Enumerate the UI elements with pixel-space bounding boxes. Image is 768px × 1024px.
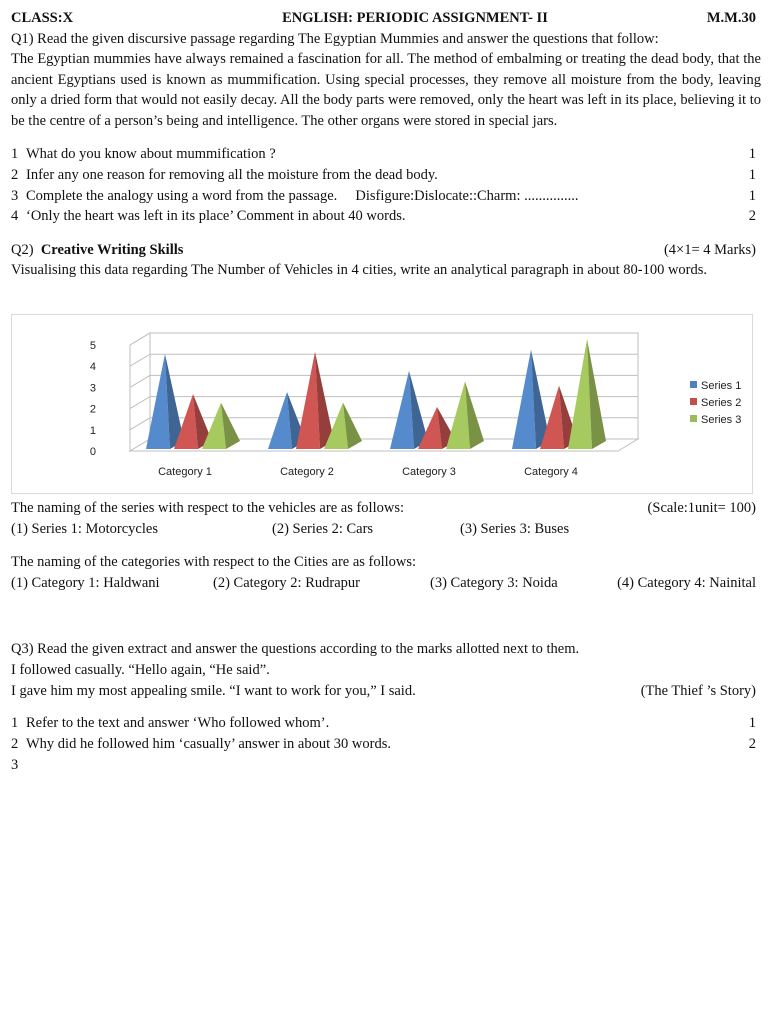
- question-marks: 1: [748, 188, 756, 204]
- series-name-3: (3) Series 3: Buses: [460, 521, 570, 537]
- scale-note: (Scale:1unit= 100): [647, 500, 756, 516]
- q2-label: Q2): [11, 242, 34, 258]
- question-number: 1: [11, 715, 19, 731]
- question-number: 2: [11, 736, 19, 752]
- series-intro: The naming of the series with respect to the vehicles are as follows:: [11, 500, 404, 516]
- question-number: 1: [11, 146, 19, 162]
- category-label: Category 2: [280, 466, 334, 478]
- y-tick-label: 5: [89, 340, 96, 352]
- category-label: Category 4: [524, 466, 578, 478]
- q3-question-3: [11, 756, 756, 774]
- legend-swatch: [690, 415, 697, 422]
- subject-title: ENGLISH: PERIODIC ASSIGNMENT- II: [282, 10, 548, 26]
- question-marks: 1: [748, 167, 756, 183]
- question-text: Why did he followed him ‘casually’ answer in about 30 words.: [26, 736, 391, 752]
- legend-label: Series 3: [701, 414, 742, 426]
- question-text: Refer to the text and answer ‘Who followed whom’.: [26, 715, 330, 731]
- question-number: 3: [11, 757, 19, 773]
- question-text: What do you know about mummification ?: [26, 146, 276, 162]
- series-name-1: (1) Series 1: Motorcycles: [11, 521, 158, 537]
- series-intro-row: [11, 499, 756, 517]
- question-marks: 2: [748, 736, 756, 752]
- category-name-1: (1) Category 1: Haldwani: [11, 575, 160, 591]
- question-text: Complete the analogy using a word from the passage. Disfigure:Dislocate::Charm: ...............: [26, 188, 579, 204]
- q2-heading: [11, 241, 756, 259]
- category-intro: The naming of the categories with respect to the Cities are as follows:: [11, 554, 417, 570]
- legend-swatch: [690, 398, 697, 405]
- q1-question-2: [11, 166, 756, 184]
- series-name-2: (2) Series 2: Cars: [272, 521, 374, 537]
- q3-question-2: [11, 735, 756, 753]
- question-number: 3: [11, 188, 19, 204]
- q1-question-1: [11, 145, 756, 163]
- pyramid-chart-svg: [12, 315, 752, 493]
- y-tick-label: 2: [89, 403, 96, 416]
- category-label: Category 3: [402, 466, 456, 478]
- category-name-4: (4) Category 4: Nainital: [617, 575, 756, 591]
- question-number: 2: [11, 167, 19, 183]
- q3-question-1: [11, 714, 756, 732]
- q2-marks: (4×1= 4 Marks): [663, 242, 756, 258]
- y-tick-label: 4: [89, 361, 96, 374]
- q3-extract-line-2-row: [11, 682, 756, 700]
- q1-question-4: [11, 207, 756, 225]
- q1-question-3: [11, 187, 756, 205]
- question-number: 4: [11, 208, 19, 224]
- header: [11, 9, 756, 27]
- category-label: Category 1: [158, 466, 212, 478]
- question-text: ‘Only the heart was left in its place’ Comment in about 40 words.: [26, 208, 406, 224]
- question-marks: 1: [748, 146, 756, 162]
- question-marks: 2: [748, 208, 756, 224]
- question-text: Infer any one reason for removing all the moisture from the dead body.: [26, 167, 438, 183]
- vehicle-chart: [11, 314, 753, 494]
- legend-label: Series 2: [701, 397, 742, 409]
- y-tick-label: 1: [89, 424, 96, 437]
- q3-extract-line-1: I followed casually. “Hello again, “He said”.: [11, 662, 270, 678]
- question-marks: 1: [748, 715, 756, 731]
- category-name-3: (3) Category 3: Noida: [430, 575, 558, 591]
- chart-side-wall: [130, 333, 150, 451]
- q2-title: Creative Writing Skills: [40, 242, 184, 258]
- q3-extract-line-2: I gave him my most appealing smile. “I want to work for you,” I said.: [11, 683, 416, 699]
- y-tick-label: 0: [89, 446, 96, 458]
- class-label: CLASS:X: [11, 10, 74, 26]
- q1-passage: The Egyptian mummies have always remained a fascination for all. The method of embalming or treating the dead body, that the ancient Egyptians used is known as mummification. Using special processes, they remove all moisture from the body, leaving only a dried form that would not easily decay. All the body parts were removed, only the heart was left in its place, believing it to be the centre of a person’s being and intelligence. The other organs were stored in special jars.: [11, 51, 761, 129]
- q1-heading: Q1) Read the given discursive passage regarding The Egyptian Mummies and answer the questions that follow:: [11, 31, 659, 47]
- category-name-2: (2) Category 2: Rudrapur: [213, 575, 360, 591]
- q3-source: (The Thief ’s Story): [640, 683, 756, 699]
- q3-heading: Q3) Read the given extract and answer the questions according to the marks allotted next to them.: [11, 641, 580, 657]
- max-marks: M.M.30: [706, 10, 756, 26]
- legend-label: Series 1: [701, 380, 742, 392]
- legend-swatch: [690, 381, 697, 388]
- q2-instruction: Visualising this data regarding The Number of Vehicles in 4 cities, write an analytical paragraph in about 80-100 words.: [11, 262, 708, 278]
- y-tick-label: 3: [89, 382, 96, 395]
